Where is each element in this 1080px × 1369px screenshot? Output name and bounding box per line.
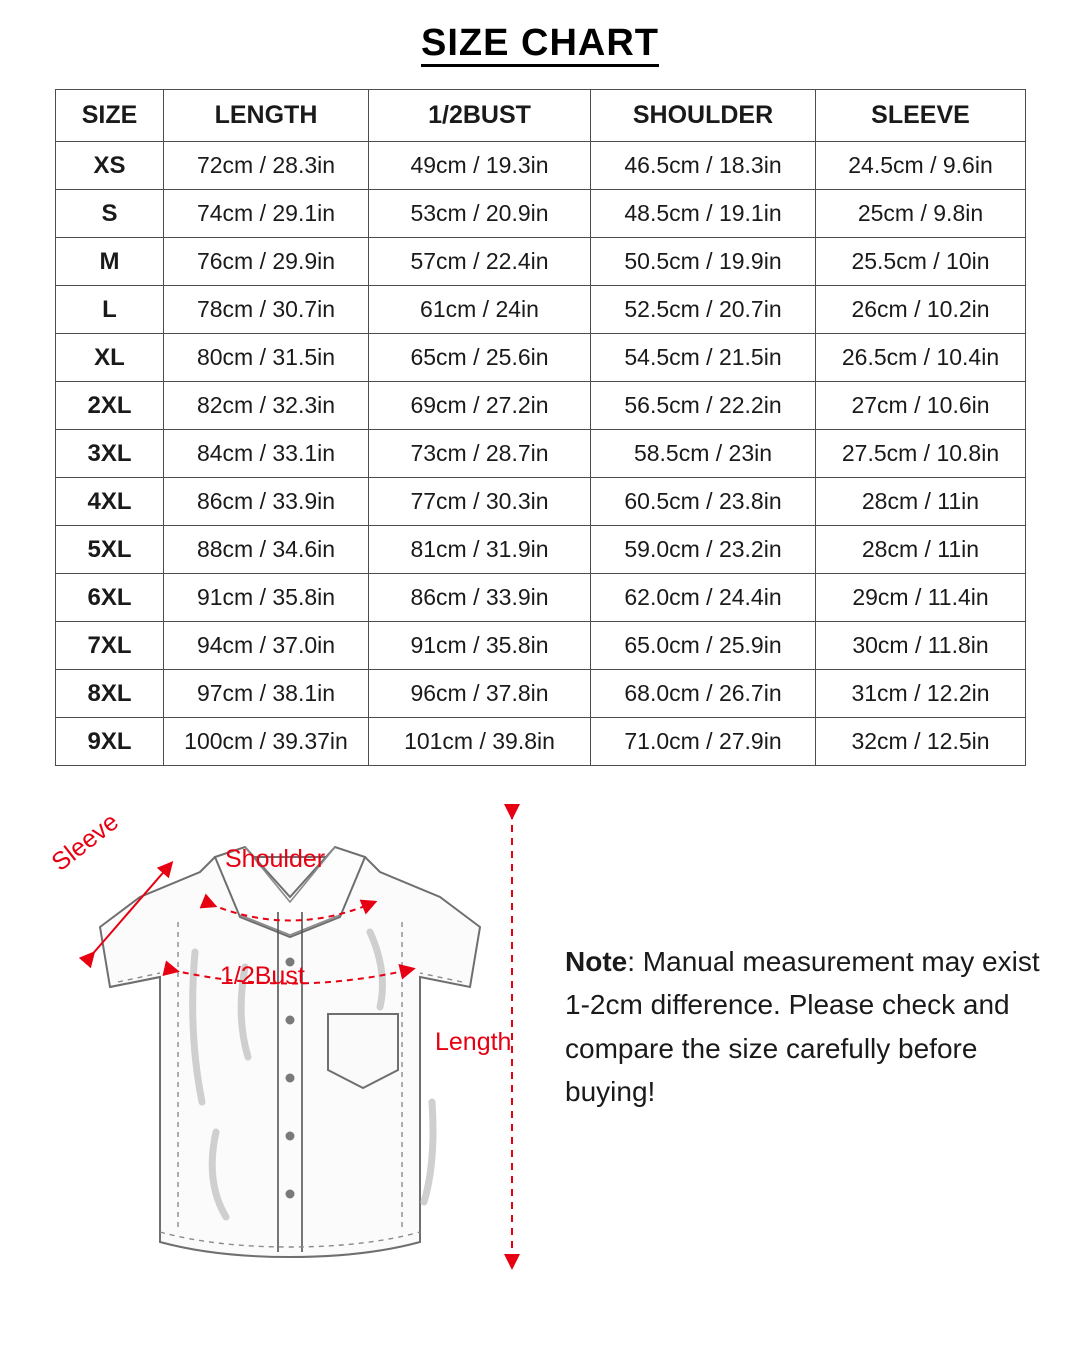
cell-length: 86cm / 33.9in: [164, 478, 369, 526]
cell-sleeve: 29cm / 11.4in: [816, 574, 1026, 622]
cell-sleeve: 32cm / 12.5in: [816, 718, 1026, 766]
cell-bust: 91cm / 35.8in: [369, 622, 591, 670]
cell-shoulder: 65.0cm / 25.9in: [591, 622, 816, 670]
cell-size: 7XL: [56, 622, 164, 670]
cell-sleeve: 28cm / 11in: [816, 526, 1026, 574]
cell-length: 78cm / 30.7in: [164, 286, 369, 334]
cell-bust: 77cm / 30.3in: [369, 478, 591, 526]
note-label: Note: [565, 946, 628, 977]
cell-sleeve: 30cm / 11.8in: [816, 622, 1026, 670]
table-row: [56, 238, 1026, 286]
cell-shoulder: 62.0cm / 24.4in: [591, 574, 816, 622]
cell-bust: 81cm / 31.9in: [369, 526, 591, 574]
cell-size: L: [56, 286, 164, 334]
cell-size: 6XL: [56, 574, 164, 622]
cell-bust: 57cm / 22.4in: [369, 238, 591, 286]
cell-length: 74cm / 29.1in: [164, 190, 369, 238]
cell-shoulder: 54.5cm / 21.5in: [591, 334, 816, 382]
column-header-shoulder: SHOULDER: [591, 90, 816, 142]
cell-length: 80cm / 31.5in: [164, 334, 369, 382]
label-sleeve: Sleeve: [46, 807, 124, 877]
cell-sleeve: 31cm / 12.2in: [816, 670, 1026, 718]
cell-size: 8XL: [56, 670, 164, 718]
cell-bust: 53cm / 20.9in: [369, 190, 591, 238]
cell-size: 5XL: [56, 526, 164, 574]
cell-size: XL: [56, 334, 164, 382]
cell-shoulder: 46.5cm / 18.3in: [591, 142, 816, 190]
cell-sleeve: 27.5cm / 10.8in: [816, 430, 1026, 478]
cell-length: 82cm / 32.3in: [164, 382, 369, 430]
cell-shoulder: 50.5cm / 19.9in: [591, 238, 816, 286]
cell-size: 3XL: [56, 430, 164, 478]
column-header-size: SIZE: [56, 90, 164, 142]
column-header-bust: 1/2BUST: [369, 90, 591, 142]
cell-bust: 65cm / 25.6in: [369, 334, 591, 382]
cell-shoulder: 68.0cm / 26.7in: [591, 670, 816, 718]
table-row: [56, 334, 1026, 382]
column-header-sleeve: SLEEVE: [816, 90, 1026, 142]
table-row: [56, 478, 1026, 526]
table-row: [56, 382, 1026, 430]
cell-sleeve: 25cm / 9.8in: [816, 190, 1026, 238]
cell-shoulder: 52.5cm / 20.7in: [591, 286, 816, 334]
table-row: [56, 430, 1026, 478]
cell-size: 4XL: [56, 478, 164, 526]
shirt-diagram: [40, 802, 560, 1322]
cell-length: 84cm / 33.1in: [164, 430, 369, 478]
cell-bust: 96cm / 37.8in: [369, 670, 591, 718]
table-header-row: [56, 90, 1026, 142]
label-shoulder: Shoulder: [225, 845, 326, 873]
table-row: [56, 574, 1026, 622]
cell-sleeve: 26.5cm / 10.4in: [816, 334, 1026, 382]
cell-bust: 73cm / 28.7in: [369, 430, 591, 478]
cell-length: 100cm / 39.37in: [164, 718, 369, 766]
note-text: : Manual measurement may exist 1-2cm difference. Please check and compare the size carefully before buying!: [565, 946, 1040, 1108]
cell-size: S: [56, 190, 164, 238]
label-half-bust: 1/2Bust: [220, 962, 305, 990]
cell-sleeve: 25.5cm / 10in: [816, 238, 1026, 286]
cell-length: 76cm / 29.9in: [164, 238, 369, 286]
cell-shoulder: 59.0cm / 23.2in: [591, 526, 816, 574]
cell-shoulder: 71.0cm / 27.9in: [591, 718, 816, 766]
cell-sleeve: 26cm / 10.2in: [816, 286, 1026, 334]
size-chart-table: [55, 89, 1026, 766]
cell-bust: 61cm / 24in: [369, 286, 591, 334]
label-length: Length: [435, 1028, 512, 1056]
cell-length: 91cm / 35.8in: [164, 574, 369, 622]
cell-shoulder: 56.5cm / 22.2in: [591, 382, 816, 430]
cell-sleeve: 27cm / 10.6in: [816, 382, 1026, 430]
size-chart-table-wrap: [55, 89, 1025, 766]
cell-bust: 101cm / 39.8in: [369, 718, 591, 766]
page-title: SIZE CHART: [421, 22, 659, 64]
cell-bust: 86cm / 33.9in: [369, 574, 591, 622]
cell-size: XS: [56, 142, 164, 190]
table-row: [56, 286, 1026, 334]
cell-size: 9XL: [56, 718, 164, 766]
cell-length: 97cm / 38.1in: [164, 670, 369, 718]
cell-bust: 69cm / 27.2in: [369, 382, 591, 430]
cell-shoulder: 58.5cm / 23in: [591, 430, 816, 478]
cell-sleeve: 28cm / 11in: [816, 478, 1026, 526]
measurement-note: [565, 940, 1055, 1114]
column-header-length: LENGTH: [164, 90, 369, 142]
cell-shoulder: 60.5cm / 23.8in: [591, 478, 816, 526]
table-row: [56, 190, 1026, 238]
cell-bust: 49cm / 19.3in: [369, 142, 591, 190]
cell-size: 2XL: [56, 382, 164, 430]
cell-length: 88cm / 34.6in: [164, 526, 369, 574]
cell-sleeve: 24.5cm / 9.6in: [816, 142, 1026, 190]
table-row: [56, 622, 1026, 670]
cell-length: 94cm / 37.0in: [164, 622, 369, 670]
table-row: [56, 718, 1026, 766]
cell-size: M: [56, 238, 164, 286]
table-row: [56, 142, 1026, 190]
measurement-guide-section: [0, 802, 1080, 1342]
cell-shoulder: 48.5cm / 19.1in: [591, 190, 816, 238]
table-row: [56, 670, 1026, 718]
cell-length: 72cm / 28.3in: [164, 142, 369, 190]
table-row: [56, 526, 1026, 574]
